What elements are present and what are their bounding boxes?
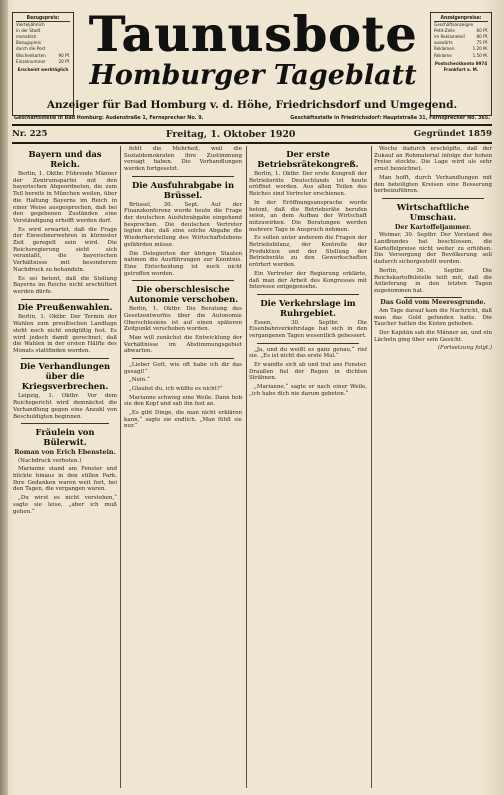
price-value: 80 Pf. xyxy=(476,35,488,41)
article-paragraph: Berlin, 1. Oktbr. Führende Männer der Zentrumspartei mit den bayerischen Abgeordneten, die zum Teil bereits in München weilen, über die Haltung Bayerns im Reich in einer Weise ausgesprochen, daß bei den gegebenen Zuständen eine Verständigung erhofft werden darf. xyxy=(13,171,117,224)
article-separator xyxy=(382,198,484,199)
article-paragraph: Weimar, 30. Septbr. Der Vorstand des Landbundes hat beschlossen, die Kartoffelpreise nicht weiter zu erhöhen. Die Versorgung der Bevölkerung soll dadurch sichergestellt werden. xyxy=(374,232,492,266)
subscription-box-title: Bezugspreis: xyxy=(16,15,70,22)
advertising-box-footer: Postscheckkonto 8974 Frankfurt a. M. xyxy=(434,61,488,73)
article-paragraph: Marianne schwieg eine Weile. Dann hob sie den Kopf und sah ihn fest an. xyxy=(124,394,242,408)
price-label: monatlich xyxy=(16,35,37,41)
article-paragraph: Marianne stand am Fenster und blickte hinaus in den stillen Park. Ihre Gedanken waren weit fort, bei den Tagen, die vergangen waren. xyxy=(13,466,117,493)
column-4 xyxy=(374,146,492,788)
article-paragraph: Berlin, 30. Septbr. Die Reichskartoffelstelle teilt mit, daß die Anlieferung in den letzten Tagen zugenommen hat. xyxy=(374,267,492,294)
article-headline: Wirtschaftliche Umschau. xyxy=(396,201,470,222)
article-paragraph: Man will zunächst die Entwicklung der Verhältnisse im Abstimmungsgebiet abwarten. xyxy=(124,334,242,355)
price-label: Reklame xyxy=(434,53,452,59)
advertising-box-title: Anzeigenpreise: xyxy=(434,15,488,22)
article-headline: Fräulein von Bülerwit. xyxy=(35,427,95,448)
article-paragraph: Leipzig, 1. Oktbr. Vor dem Reichsgericht wird demnächst die Verhandlung gegen eine Anzahl von Beschuldigten beginnen. xyxy=(13,393,117,420)
price-label: in der Stadt xyxy=(16,29,41,35)
price-value: 60 Pf. xyxy=(476,29,488,35)
article-headline: Die Ausfuhrabgabe in Brüssel. xyxy=(131,179,235,200)
article-paragraph: Am Tage darauf kam die Nachricht, daß man das Gold gefunden hatte. Die Taucher hatten die Kisten gehoben. xyxy=(374,307,492,328)
article-headline: Die Verkehrslage im Ruhrgebiet. xyxy=(260,297,356,318)
article-separator xyxy=(132,280,234,281)
price-label: im Reklameteil xyxy=(434,35,465,41)
price-label: Petit-Zeile xyxy=(434,29,455,35)
section-separator xyxy=(404,297,462,298)
article-headline: Der erste Betriebsrätekongreß. xyxy=(257,149,359,169)
price-value: 20 Pf. xyxy=(58,59,70,65)
article-paragraph: Essen, 30. Septbr. Die Eisenbahnverkehrslage hat sich in den vergangenen Tagen wesentlich gebessert. xyxy=(249,319,367,340)
newspaper-title: Taunusbote xyxy=(88,5,418,63)
subscription-box-footer: Erscheint werktäglich xyxy=(17,67,69,73)
article-paragraph: „Du wirst es nicht verstehen,“ sagte sie leise, „aber ich muß gehen.“ xyxy=(13,495,117,515)
article-subheadline: Der Kartoffeljammer. xyxy=(394,222,472,231)
continuation-note: (Fortsetzung folgt.) xyxy=(437,345,492,352)
price-label: Vierteljährlich xyxy=(16,23,45,29)
article-paragraph: Er wandte sich ab und trat ans Fenster. Draußen fiel der Regen in dichten Strähnen. xyxy=(249,362,367,382)
price-row xyxy=(16,60,70,66)
masthead-rule-top xyxy=(12,124,492,126)
article-separator xyxy=(21,423,109,424)
price-label: durch die Post xyxy=(16,47,46,53)
article-paragraph: „Ja, und du weißt es ganz genau,“ rief sie. „Es ist nicht das erste Mal.“ xyxy=(249,346,367,360)
article-paragraph: Berlin, 1. Oktbr. Der erste Kongreß der Betriebsräte Deutschlands ist heute eröffnet worden. Aus allen Teilen des Reiches sind Vertreter erschienen. xyxy=(249,171,367,198)
issue-date: Freitag, 1. Oktober 1920 xyxy=(165,128,296,140)
article-paragraph: Berlin, 1. Oktbr. Der Termin der Wahlen zum preußischen Landtage steht noch nicht endgültig fest. Es wird jedoch damit gerechnet, daß die Wahlen in der ersten Hälfte des Monats stattfinden werden. xyxy=(13,314,117,354)
article-paragraph: Es sollen unter anderem die Fragen der Betriebsbilanz, der Kontrolle der Produktion und der Stellung der Betriebsräte zu den Gewerkschaften erörtert werden. xyxy=(249,235,367,269)
article-paragraph: Berlin, 1. Oktbr. Die Beratung des Gesetzentwurfes über die Autonomie Oberschlesiens ist auf einen späteren Zeitpunkt verschoben worden. xyxy=(124,306,242,333)
article-subheadline: Roman von Erich Ebenstein. xyxy=(14,448,116,457)
article-paragraph: Die Delegierten der übrigen Staaten nahmen die Ausführungen zur Kenntnis. Eine Entscheidung ist noch nicht getroffen worden. xyxy=(124,250,242,277)
advertising-rows xyxy=(434,23,488,60)
office-bad-homburg: Geschäftsstelle in Bad Homburg: Audenstraße 1, Fernsprecher No. 9. xyxy=(14,115,204,121)
article-separator xyxy=(132,176,234,177)
price-value: 1.50 M. xyxy=(472,53,488,59)
article-paragraph: Es wird erwartet, daß die Frage der Einwohnerwehren in kürzester Zeit geregelt sein wird. Die Reichsregierung sieht sich veranlaßt, die bayerischen Verhältnisse mit besonderem Nachdruck zu behandeln. xyxy=(13,226,117,273)
column-1 xyxy=(13,146,117,788)
article-paragraph: Der Kapitän sah die Männer an, und ein Lächeln ging über sein Gesicht. xyxy=(374,329,492,343)
article-paragraph: Es sei betont, daß die Stellung Bayerns im Reiche nicht erschüttert werden dürfe. xyxy=(13,275,117,295)
article-paragraph: (Nachdruck verboten.) xyxy=(18,457,82,464)
price-value: 75 Pf. xyxy=(476,41,488,47)
column-divider xyxy=(371,146,372,788)
article-subheadline: Das Gold vom Meeresgrunde. xyxy=(380,298,486,307)
article-separator xyxy=(132,358,234,359)
article-paragraph: „Lieber Gott, wie oft habe ich dir das gesagt!“ xyxy=(124,361,242,375)
column-divider xyxy=(246,146,247,788)
article-paragraph: Ein Vertreter der Regierung erklärte, daß man der Arbeit des Kongresses mit Interesse entgegensehe. xyxy=(249,270,367,291)
price-label: Geschäftsanzeigen xyxy=(434,23,474,29)
article-separator xyxy=(257,343,359,344)
founded-year: Gegründet 1859 xyxy=(413,129,492,139)
newspaper-subtitle: Homburger Tageblatt xyxy=(89,60,417,91)
subscription-rows xyxy=(16,23,70,66)
article-headline: Die oberschlesische Autonomie verschoben. xyxy=(127,284,239,305)
issue-number: Nr. 225 xyxy=(12,129,48,139)
article-paragraph: „Marianne,“ sagte er nach einer Weile, „ich habe dich nie darum gebeten.“ xyxy=(249,384,367,397)
article-separator xyxy=(257,294,359,295)
article-paragraph: „Es gibt Dinge, die man nicht erklären kann,“ sagte sie endlich. „Man fühlt sie nur.“ xyxy=(124,410,242,430)
article-paragraph: In der Eröffnungsansprache wurde betont, daß die Betriebsräte berufen seien, an dem Aufbau der Wirtschaft mitzuwirken. Die Beratungen werden mehrere Tage in Anspruch nehmen. xyxy=(249,199,367,233)
column-divider xyxy=(120,146,121,788)
price-label: Bezugspreis xyxy=(16,41,42,47)
article-separator xyxy=(21,299,109,300)
article-separator xyxy=(21,358,109,359)
price-label: auswärts xyxy=(434,41,453,47)
article-headline: Die Preußenwahlen. xyxy=(17,302,113,313)
binding-spine xyxy=(0,0,8,795)
article-paragraph: „Glaubst du, ich wüßte es nicht?“ xyxy=(129,385,223,392)
price-row xyxy=(434,54,488,60)
column-2 xyxy=(124,146,242,788)
article-paragraph: fehlt die Mehrheit, weil die Sozialdemokraten ihre Zustimmung versagt haben. Die Verhandlungen werden fortgesetzt. xyxy=(124,146,242,173)
price-label: Einzelnummer xyxy=(16,59,46,65)
article-paragraph: Man hofft, durch Verhandlungen mit den beteiligten Kreisen eine Besserung herbeizuführen. xyxy=(374,174,492,195)
price-label: Wochenkarten xyxy=(16,53,46,59)
price-value: 1.20 M. xyxy=(472,47,488,53)
article-headline: Die Verhandlungen über die Kriegsverbrechen. xyxy=(19,361,111,392)
masthead-rule-bottom xyxy=(12,142,492,144)
office-friedrichsdorf: Geschäftsstelle in Friedrichsdorf: Hauptstraße 31, Fernsprecher No. 365. xyxy=(290,115,490,121)
article-paragraph: „Nein.“ xyxy=(129,377,150,384)
article-headline: Bayern und das Reich. xyxy=(28,149,102,169)
article-paragraph: Brüssel, 30. Sept. Auf der Finanzkonferenz wurde heute die Frage der deutschen Ausfuhrabgabe eingehend besprochen. Die deutschen Vertreter legten dar, daß eine solche Abgabe die Wiederherstellung des Wirtschaftslebens gefährden müsse. xyxy=(124,201,242,248)
price-value: 90 Pf. xyxy=(58,53,70,59)
publisher-line xyxy=(14,114,490,122)
price-label: Reklamen xyxy=(434,47,455,53)
newspaper-tagline: Anzeiger für Bad Homburg v. d. Höhe, Friedrichsdorf und Umgegend. xyxy=(46,99,458,111)
dateline xyxy=(12,128,492,140)
column-3 xyxy=(249,146,367,788)
article-paragraph: Woche dadurch erschöpfte, daß der Zukauf an Rohmaterial infolge der hohen Preise stockte. Die Lage wird als sehr ernst bezeichnet. xyxy=(374,146,492,173)
